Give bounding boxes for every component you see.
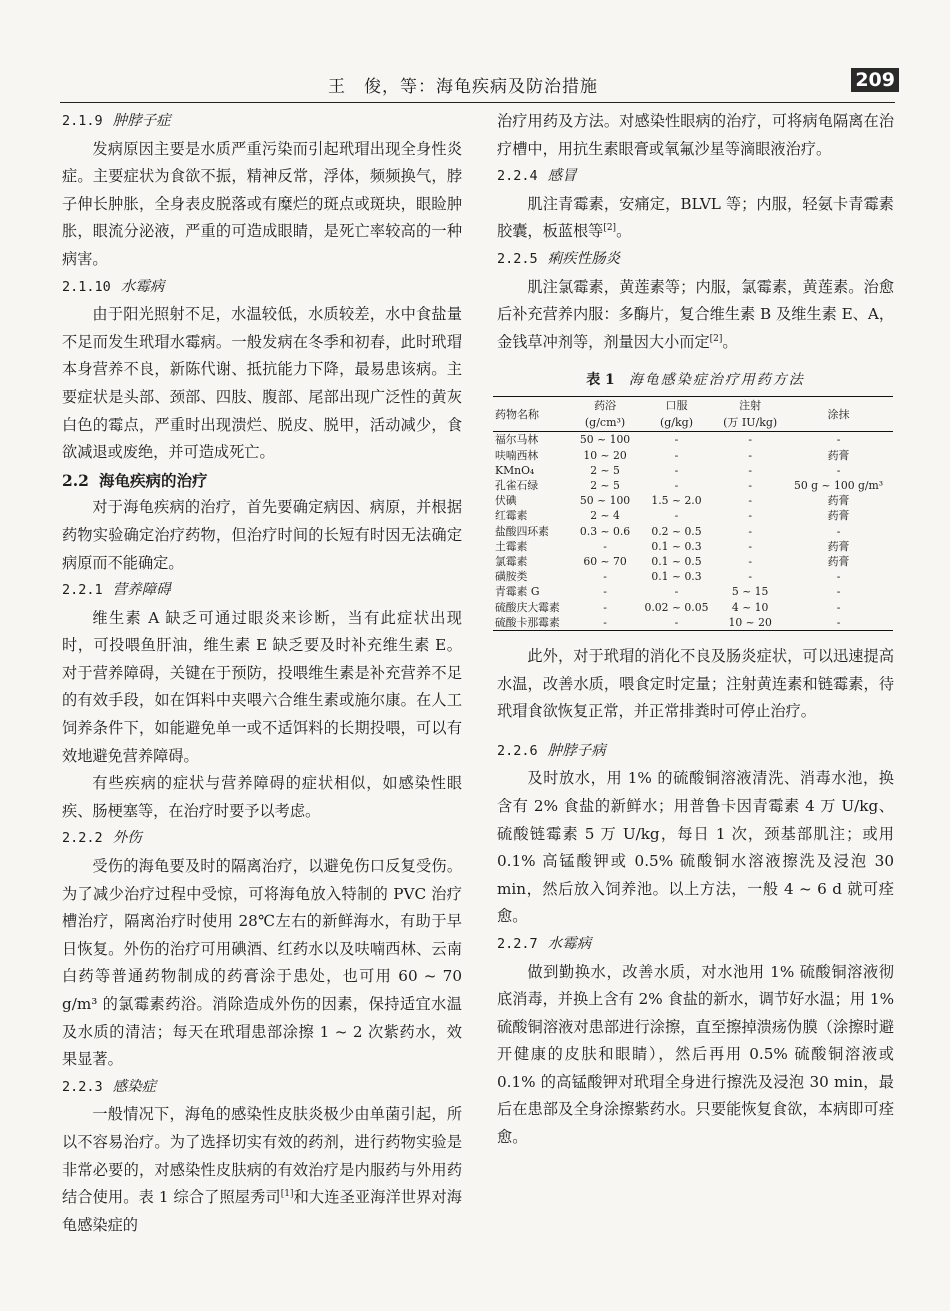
section-title: 痢疾性肠炎 [547,250,621,267]
table-cell: - [603,600,607,614]
section-title: 肿脖子病 [547,742,606,759]
drug-name-cell: KMnO₄ [495,463,535,477]
section-title: 肿脖子症 [112,113,171,129]
table-cell: 1.5 ~ 2.0 [651,494,702,508]
table-row [493,584,893,599]
section-heading [62,1074,462,1102]
table-row [493,448,893,463]
section-heading [62,577,462,605]
section-heading [497,931,894,959]
drug-name-cell: 硫酸庆大霉素 [495,600,560,614]
table-cell: - [748,448,752,462]
table-cell: 50 ~ 100 [579,433,631,447]
section-heading [62,467,462,495]
drug-name-cell: 盐酸四环素 [495,524,549,538]
table-row [493,493,893,508]
paragraph: 发病原因主要是水质严重污染而引起玳瑁出现全身性炎症。主要症状为食欲不振，精神反常，浮体，频频换气，脖子伸长肿胀，全身表皮脱落或有糜烂的斑点或斑块，眼睑肿胀，眼流分泌液，严重的可造成眼睛，是死亡率较高的一种病害。 [62,139,462,268]
table-row [493,524,893,539]
table-cell: - [748,509,752,523]
table-cell: - [637,615,716,631]
col-header-name: 药物名称 [493,397,573,432]
table-cell: - [748,524,752,538]
col-header-apply: 涂抹 [784,397,893,432]
left-column [62,108,462,1239]
text-run: 肌注青霉素，安痛定，BLVL 等；内服，轻氨卡青霉素胶囊，板蓝根等 [497,194,894,241]
section-number: 2.2.4 [497,168,538,185]
table-cell: 60 ~ 70 [583,554,627,568]
section-heading [497,163,894,191]
table-row [493,478,893,493]
table-cell: - [836,570,841,584]
table-cell: - [748,570,752,584]
drug-name-cell: 磺胺类 [495,570,528,584]
text-run: 肌注氯霉素，黄莲素等；内服，氯霉素，黄莲素。治愈后补充营养内服：多酶片，复合维生素 B 及维生素 E、A，金钱草冲剂等，剂量因大小而定 [497,277,895,351]
table-cell: - [836,463,841,477]
section-heading [62,108,462,136]
table-cell: 50 ~ 100 [579,494,631,508]
table-row [493,600,893,615]
col-header-bath: 药浴 [573,397,636,415]
citation-ref: [2] [603,223,617,234]
table-cell: - [674,509,679,523]
section-title: 外伤 [112,830,142,847]
paragraph: 此外，对于玳瑁的消化不良及肠炎症状，可以迅速提高水温，改善水质，喂食定时定量；注射黄连素和链霉素，待玳瑁食欲恢复正常，并正常排粪时可停止治疗。 [497,646,894,721]
table-cell: 药膏 [827,554,850,568]
table-cell: 5 ~ 15 [731,585,769,599]
section-number: 2.2.6 [497,742,538,759]
section-number: 2.2.5 [497,250,538,267]
section-title: 海龟疾病的治疗 [98,470,208,490]
table-cell: - [748,554,752,568]
text-run: 一般情况下，海龟的感染性皮肤炎极少由单菌引起，所以不容易治疗。为了选择切实有效的药剂，进行药物实验是非常必要的，对感染性皮肤病的有效治疗是内服药与外用药结合使用。表 1 综合了照屋秀司 [62,1105,462,1207]
table-row [493,463,893,478]
table-cell: 0.02 ~ 0.05 [644,600,709,614]
table-cell: 2 ~ 5 [590,478,620,492]
paragraph: 及时放水，用 1% 的硫酸铜溶液清洗、消毒水池，换含有 2% 食盐的新鲜水；用普鲁卡因青霉素 4 万 U/kg、硫酸链霉素 5 万 U/kg，每日 1 次，颈基部肌注；或用 0.1% 高锰酸钾或 0.5% 硫酸铜水溶液擦洗及浸泡 30 min，然后放入饲养池。以上方法，一般 4 ~ 6 d 就可痊愈。 [497,769,894,926]
table-cell: - [748,463,752,477]
section-number: 2.2.7 [497,935,538,952]
drug-name-cell: 呋喃西林 [495,448,539,462]
right-column [497,108,894,1152]
paragraph [497,191,894,246]
table-cell: 50 g ~ 100 g/m³ [793,478,884,492]
col-header-oral: 口服 [637,397,716,415]
section-heading [497,246,894,274]
drug-table [493,396,893,631]
table-cell: 2 ~ 5 [590,463,620,477]
section-title: 感染症 [112,1078,157,1095]
table-cell: 0.1 ~ 0.3 [651,570,702,584]
table-cell: - [674,463,679,477]
table-row [493,554,893,569]
section-number: 2.1.10 [62,278,111,295]
paragraph [62,1101,462,1239]
section-number: 2.2.2 [62,830,103,847]
table-cell: - [836,585,841,599]
table-caption [497,370,894,390]
table-cell: - [784,615,893,631]
table-cell: 10 ~ 20 [716,615,784,631]
table-row [493,615,893,631]
table-cell: - [748,433,752,447]
table-cell: - [674,433,679,447]
drug-name-cell: 硫酸卡那霉素 [493,615,573,631]
paragraph: 有些疾病的症状与营养障碍的症状相似，如感染性眼疾、肠梗塞等，在治疗时要予以考虑。 [62,774,462,820]
text-run: 和大连圣亚海洋世界对海龟感染症的 [62,1188,462,1234]
section-heading [497,738,894,766]
drug-table-body [493,432,893,631]
section-title: 水霉病 [120,278,165,295]
table-row [493,432,893,448]
col-unit-oral: (g/kg) [637,414,716,432]
section-title: 感冒 [547,168,577,185]
table-cell: 10 ~ 20 [583,448,627,462]
page-number: 209 [851,68,899,92]
section-number: 2.1.9 [62,113,103,129]
section-number: 2.2.1 [62,582,103,599]
table-cell: - [603,585,607,599]
paragraph [497,274,894,357]
col-unit-bath: (g/cm³) [573,414,636,432]
section-heading [62,825,462,853]
drug-name-cell: 青霉素 G [495,585,540,599]
table-cell: - [836,433,841,447]
text-run: 。 [616,222,632,241]
drug-name-cell: 红霉素 [495,509,528,523]
table-cell: - [836,600,841,614]
section-title: 水霉病 [547,935,592,952]
table-cell: 0.1 ~ 0.5 [651,554,702,568]
table-cell: - [748,539,752,553]
table-title: 海龟感染症治疗用药方法 [628,372,805,389]
table-cell: - [748,494,752,508]
drug-name-cell: 福尔马林 [495,433,539,447]
paragraph: 对于海龟疾病的治疗，首先要确定病因、病原，并根据药物实验确定治疗药物，但治疗时间的长短有时因无法确定病原而不能确定。 [62,498,462,572]
col-unit-injection: (万 IU/kg) [716,414,784,432]
paragraph: 治疗用药及方法。对感染性眼病的治疗，可将病龟隔离在治疗槽中，用抗生素眼膏或氧氟沙星等滴眼液治疗。 [497,112,894,158]
text-run: 。 [722,332,738,351]
section-heading [62,274,462,302]
table-cell: 4 ~ 10 [731,600,769,614]
citation-ref: [2] [709,333,723,344]
table-cell: 0.3 ~ 0.6 [579,524,631,538]
drug-name-cell: 孔雀石绿 [495,478,539,492]
table-cell: 0.2 ~ 0.5 [651,524,702,538]
drug-name-cell: 伏碘 [495,494,517,508]
drug-name-cell: 土霉素 [495,539,528,553]
table-cell: 2 ~ 4 [590,509,620,523]
table-cell: 0.1 ~ 0.3 [651,539,702,553]
table-cell: 药膏 [827,494,850,508]
table-cell: - [573,615,636,631]
table-cell: 药膏 [827,448,850,462]
table-cell: - [674,585,679,599]
paragraph: 维生素 A 缺乏可通过眼炎来诊断，当有此症状出现时，可投喂鱼肝油，维生素 E 缺乏要及时补充维生素 E。对于营养障碍，关键在于预防，投喂维生素是补充营养不足的有效手段，如在饵料中夹喂六合维生素或施尔康。在人工饲养条件下，如能避免单一或不适饵料的长期投喂，可以有效地避免营养障碍。 [62,608,462,765]
table-row [493,539,893,554]
table-row [493,508,893,523]
header-title: 王 俊，等：海龟疾病及防治措施 [328,77,598,97]
section-title: 营养障碍 [112,582,171,599]
table-cell: - [603,539,607,553]
table-cell: - [603,570,607,584]
table-row [493,569,893,584]
citation-ref: [1] [280,1189,294,1200]
paragraph: 由于阳光照射不足，水温较低，水质较差，水中食盐量不足而发生玳瑁水霉病。一般发病在冬季和初春，此时玳瑁本身营养不良，新陈代谢、抵抗能力下降，最易患该病。主要症状是头部、颈部、四肢、腹部、尾部出现广泛性的黄灰白色的霉点，严重时出现溃烂、脱皮、脱甲，活动减少，食欲减退或废绝，并可造成死亡。 [62,305,462,462]
table-cell: 药膏 [827,509,850,523]
paragraph: 做到勤换水，改善水质，对水池用 1% 硫酸铜溶液彻底消毒，并换上含有 2% 食盐的新水，调节好水温；用 1% 硫酸铜溶液对患部进行涂擦，直至擦掉溃疡伪膜（涂擦时避开健康的皮肤和眼睛），然后再用 0.5% 硫酸铜溶液或 0.1% 的高锰酸钾对玳瑁全身进行擦洗及浸泡 30 min，最后在患部及全身涂擦紫药水。只要能恢复食欲，本病即可痊愈。 [497,962,894,1147]
table-number: 表 1 [586,372,615,389]
table-cell: - [748,478,752,492]
table-cell: - [674,448,679,462]
col-header-injection: 注射 [716,397,784,415]
running-header [60,68,895,103]
table-cell: - [674,478,679,492]
table-cell: 药膏 [827,539,850,553]
table-cell: - [836,524,841,538]
section-number: 2.2 [62,470,89,490]
section-number: 2.2.3 [62,1078,103,1095]
drug-name-cell: 氯霉素 [495,554,528,568]
paragraph: 受伤的海龟要及时的隔离治疗，以避免伤口反复受伤。为了减少治疗过程中受惊，可将海龟放入特制的 PVC 治疗槽治疗，隔离治疗时使用 28℃左右的新鲜海水，有助于早日恢复。外伤的治疗可用碘酒、红药水以及呋喃西林、云南白药等普通药物制成的药膏涂于患处，也可用 60 ~ 70 g/m³ 的氯霉素药浴。消除造成外伤的因素，保持适宜水温及水质的清洁；每天在玳瑁患部涂擦 1 ~ 2 次紫药水，效果显著。 [62,857,462,1069]
